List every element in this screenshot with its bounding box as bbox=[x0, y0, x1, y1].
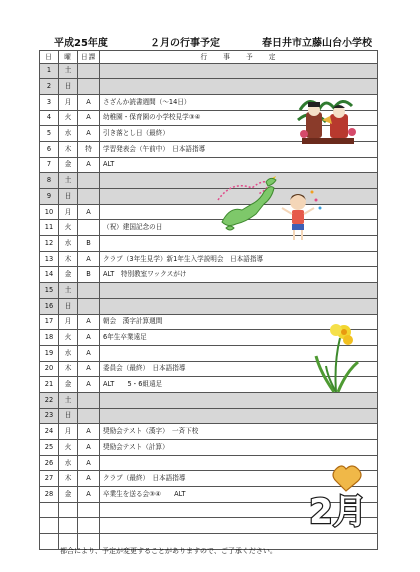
class-schedule-cell bbox=[78, 298, 100, 314]
day-cell bbox=[40, 518, 59, 534]
class-schedule-cell bbox=[78, 408, 100, 424]
day-cell: 15 bbox=[40, 283, 59, 299]
event-cell: さざんか読書週間（～14日） bbox=[100, 94, 378, 110]
weekday-cell: 月 bbox=[59, 424, 78, 440]
event-cell: 委員会（最終） 日本語指導 bbox=[100, 361, 378, 377]
day-cell: 16 bbox=[40, 298, 59, 314]
day-cell: 20 bbox=[40, 361, 59, 377]
weekday-cell: 日 bbox=[59, 298, 78, 314]
era-year-label: 平成25年度 bbox=[54, 38, 108, 49]
class-schedule-cell: A bbox=[78, 455, 100, 471]
class-schedule-cell: A bbox=[78, 157, 100, 173]
weekday-cell: 火 bbox=[59, 440, 78, 456]
daffodil-illustration bbox=[312, 322, 362, 394]
day-cell: 13 bbox=[40, 251, 59, 267]
class-schedule-cell: 特 bbox=[78, 141, 100, 157]
class-schedule-cell bbox=[78, 283, 100, 299]
day-cell: 24 bbox=[40, 424, 59, 440]
weekday-cell bbox=[59, 518, 78, 534]
class-schedule-cell: B bbox=[78, 267, 100, 283]
header-day: 日 bbox=[40, 51, 59, 64]
table-header-row bbox=[40, 51, 378, 64]
event-cell: 幼稚園・保育園の小学校見学③④ bbox=[100, 110, 378, 126]
class-schedule-cell bbox=[78, 173, 100, 189]
day-cell: 5 bbox=[40, 126, 59, 142]
weekday-cell: 水 bbox=[59, 126, 78, 142]
table-row bbox=[40, 408, 378, 424]
event-cell: （祝）建国記念の日 bbox=[100, 220, 378, 236]
weekday-cell: 土 bbox=[59, 63, 78, 79]
svg-text:2月: 2月 bbox=[309, 492, 367, 529]
weekday-cell: 木 bbox=[59, 471, 78, 487]
class-schedule-cell: A bbox=[78, 345, 100, 361]
weekday-cell: 木 bbox=[59, 361, 78, 377]
weekday-cell: 金 bbox=[59, 157, 78, 173]
class-schedule-cell: B bbox=[78, 236, 100, 252]
class-schedule-cell bbox=[78, 63, 100, 79]
day-cell: 22 bbox=[40, 392, 59, 408]
weekday-cell: 金 bbox=[59, 377, 78, 393]
day-cell: 21 bbox=[40, 377, 59, 393]
weekday-cell: 金 bbox=[59, 267, 78, 283]
event-cell bbox=[100, 283, 378, 299]
weekday-cell: 月 bbox=[59, 204, 78, 220]
day-cell: 6 bbox=[40, 141, 59, 157]
day-cell: 2 bbox=[40, 79, 59, 95]
footer-note: 都合により、予定が変更することがありますので、ご了承ください。 bbox=[60, 547, 277, 555]
day-cell: 11 bbox=[40, 220, 59, 236]
weekday-cell: 木 bbox=[59, 141, 78, 157]
class-schedule-cell: A bbox=[78, 424, 100, 440]
day-cell: 4 bbox=[40, 110, 59, 126]
header-class-schedule: 日課 bbox=[78, 51, 100, 64]
class-schedule-cell bbox=[78, 502, 100, 518]
weekday-cell: 土 bbox=[59, 283, 78, 299]
day-cell: 23 bbox=[40, 408, 59, 424]
weekday-cell: 木 bbox=[59, 251, 78, 267]
class-schedule-cell bbox=[78, 392, 100, 408]
day-cell: 14 bbox=[40, 267, 59, 283]
weekday-cell: 日 bbox=[59, 408, 78, 424]
day-cell: 8 bbox=[40, 173, 59, 189]
page-title: ２月の行事予定 bbox=[150, 38, 220, 49]
day-cell: 27 bbox=[40, 471, 59, 487]
weekday-cell: 火 bbox=[59, 110, 78, 126]
table-row bbox=[40, 63, 378, 79]
event-cell bbox=[100, 408, 378, 424]
weekday-cell: 土 bbox=[59, 173, 78, 189]
day-cell: 25 bbox=[40, 440, 59, 456]
class-schedule-cell bbox=[78, 189, 100, 205]
class-schedule-cell: A bbox=[78, 377, 100, 393]
weekday-cell: 火 bbox=[59, 330, 78, 346]
weekday-cell: 水 bbox=[59, 236, 78, 252]
child-with-japan-map-illustration bbox=[212, 170, 327, 245]
table-row bbox=[40, 298, 378, 314]
day-cell: 1 bbox=[40, 63, 59, 79]
class-schedule-cell: A bbox=[78, 314, 100, 330]
school-name: 春日井市立藤山台小学校 bbox=[262, 38, 372, 49]
event-cell: 朝会 漢字計算週間 bbox=[100, 314, 378, 330]
day-cell: 28 bbox=[40, 487, 59, 503]
weekday-cell: 日 bbox=[59, 79, 78, 95]
event-cell: 学習発表会（午前中） 日本語指導 bbox=[100, 141, 378, 157]
event-cell: 卒業生を送る会③④ ALT bbox=[100, 487, 378, 503]
event-cell bbox=[100, 298, 378, 314]
day-cell: 26 bbox=[40, 455, 59, 471]
weekday-cell: 水 bbox=[59, 455, 78, 471]
day-cell: 17 bbox=[40, 314, 59, 330]
weekday-cell: 月 bbox=[59, 314, 78, 330]
day-cell: 19 bbox=[40, 345, 59, 361]
weekday-cell: 月 bbox=[59, 94, 78, 110]
class-schedule-cell: A bbox=[78, 487, 100, 503]
weekday-cell: 火 bbox=[59, 220, 78, 236]
day-cell: 12 bbox=[40, 236, 59, 252]
class-schedule-cell: A bbox=[78, 126, 100, 142]
table-row bbox=[40, 267, 378, 283]
class-schedule-cell: A bbox=[78, 110, 100, 126]
day-cell: 7 bbox=[40, 157, 59, 173]
weekday-cell: 水 bbox=[59, 345, 78, 361]
event-cell: 6年生卒業遠足 bbox=[100, 330, 378, 346]
event-cell bbox=[100, 392, 378, 408]
table-row bbox=[40, 283, 378, 299]
weekday-cell: 土 bbox=[59, 392, 78, 408]
class-schedule-cell bbox=[78, 79, 100, 95]
class-schedule-cell: A bbox=[78, 204, 100, 220]
month-title-text bbox=[308, 463, 368, 529]
class-schedule-cell: A bbox=[78, 330, 100, 346]
day-cell bbox=[40, 534, 59, 550]
table-row bbox=[40, 424, 378, 440]
day-cell: 9 bbox=[40, 189, 59, 205]
class-schedule-cell: A bbox=[78, 251, 100, 267]
class-schedule-cell: A bbox=[78, 471, 100, 487]
class-schedule-cell: A bbox=[78, 440, 100, 456]
table-row bbox=[40, 392, 378, 408]
header-events: 行 事 予 定 bbox=[100, 51, 378, 64]
class-schedule-cell: A bbox=[78, 361, 100, 377]
event-cell: 奨励会テスト（計算） bbox=[100, 440, 378, 456]
event-cell: ALT 特別教室ワックスがけ bbox=[100, 267, 378, 283]
weekday-cell: 日 bbox=[59, 189, 78, 205]
weekday-cell: 金 bbox=[59, 487, 78, 503]
table-row bbox=[40, 251, 378, 267]
month-title-graphic bbox=[308, 463, 368, 529]
table-row bbox=[40, 440, 378, 456]
day-cell bbox=[40, 502, 59, 518]
event-cell: ALT bbox=[100, 157, 378, 173]
weekday-cell bbox=[59, 502, 78, 518]
event-cell: 引き落とし日（最終） bbox=[100, 126, 378, 142]
hina-dolls-illustration bbox=[296, 90, 360, 150]
event-cell bbox=[100, 63, 378, 79]
class-schedule-cell bbox=[78, 518, 100, 534]
class-schedule-cell: A bbox=[78, 94, 100, 110]
class-schedule-cell bbox=[78, 220, 100, 236]
event-cell: ALT 5・6組遠足 bbox=[100, 377, 378, 393]
day-cell: 3 bbox=[40, 94, 59, 110]
event-cell: クラブ（3年生見学）新1年生入学説明会 日本語指導 bbox=[100, 251, 378, 267]
day-cell: 18 bbox=[40, 330, 59, 346]
day-cell: 10 bbox=[40, 204, 59, 220]
header-weekday: 曜 bbox=[59, 51, 78, 64]
event-cell: クラブ（最終） 日本語指導 bbox=[100, 471, 378, 487]
event-cell: 奨励会テスト（漢字） 一斉下校 bbox=[100, 424, 378, 440]
